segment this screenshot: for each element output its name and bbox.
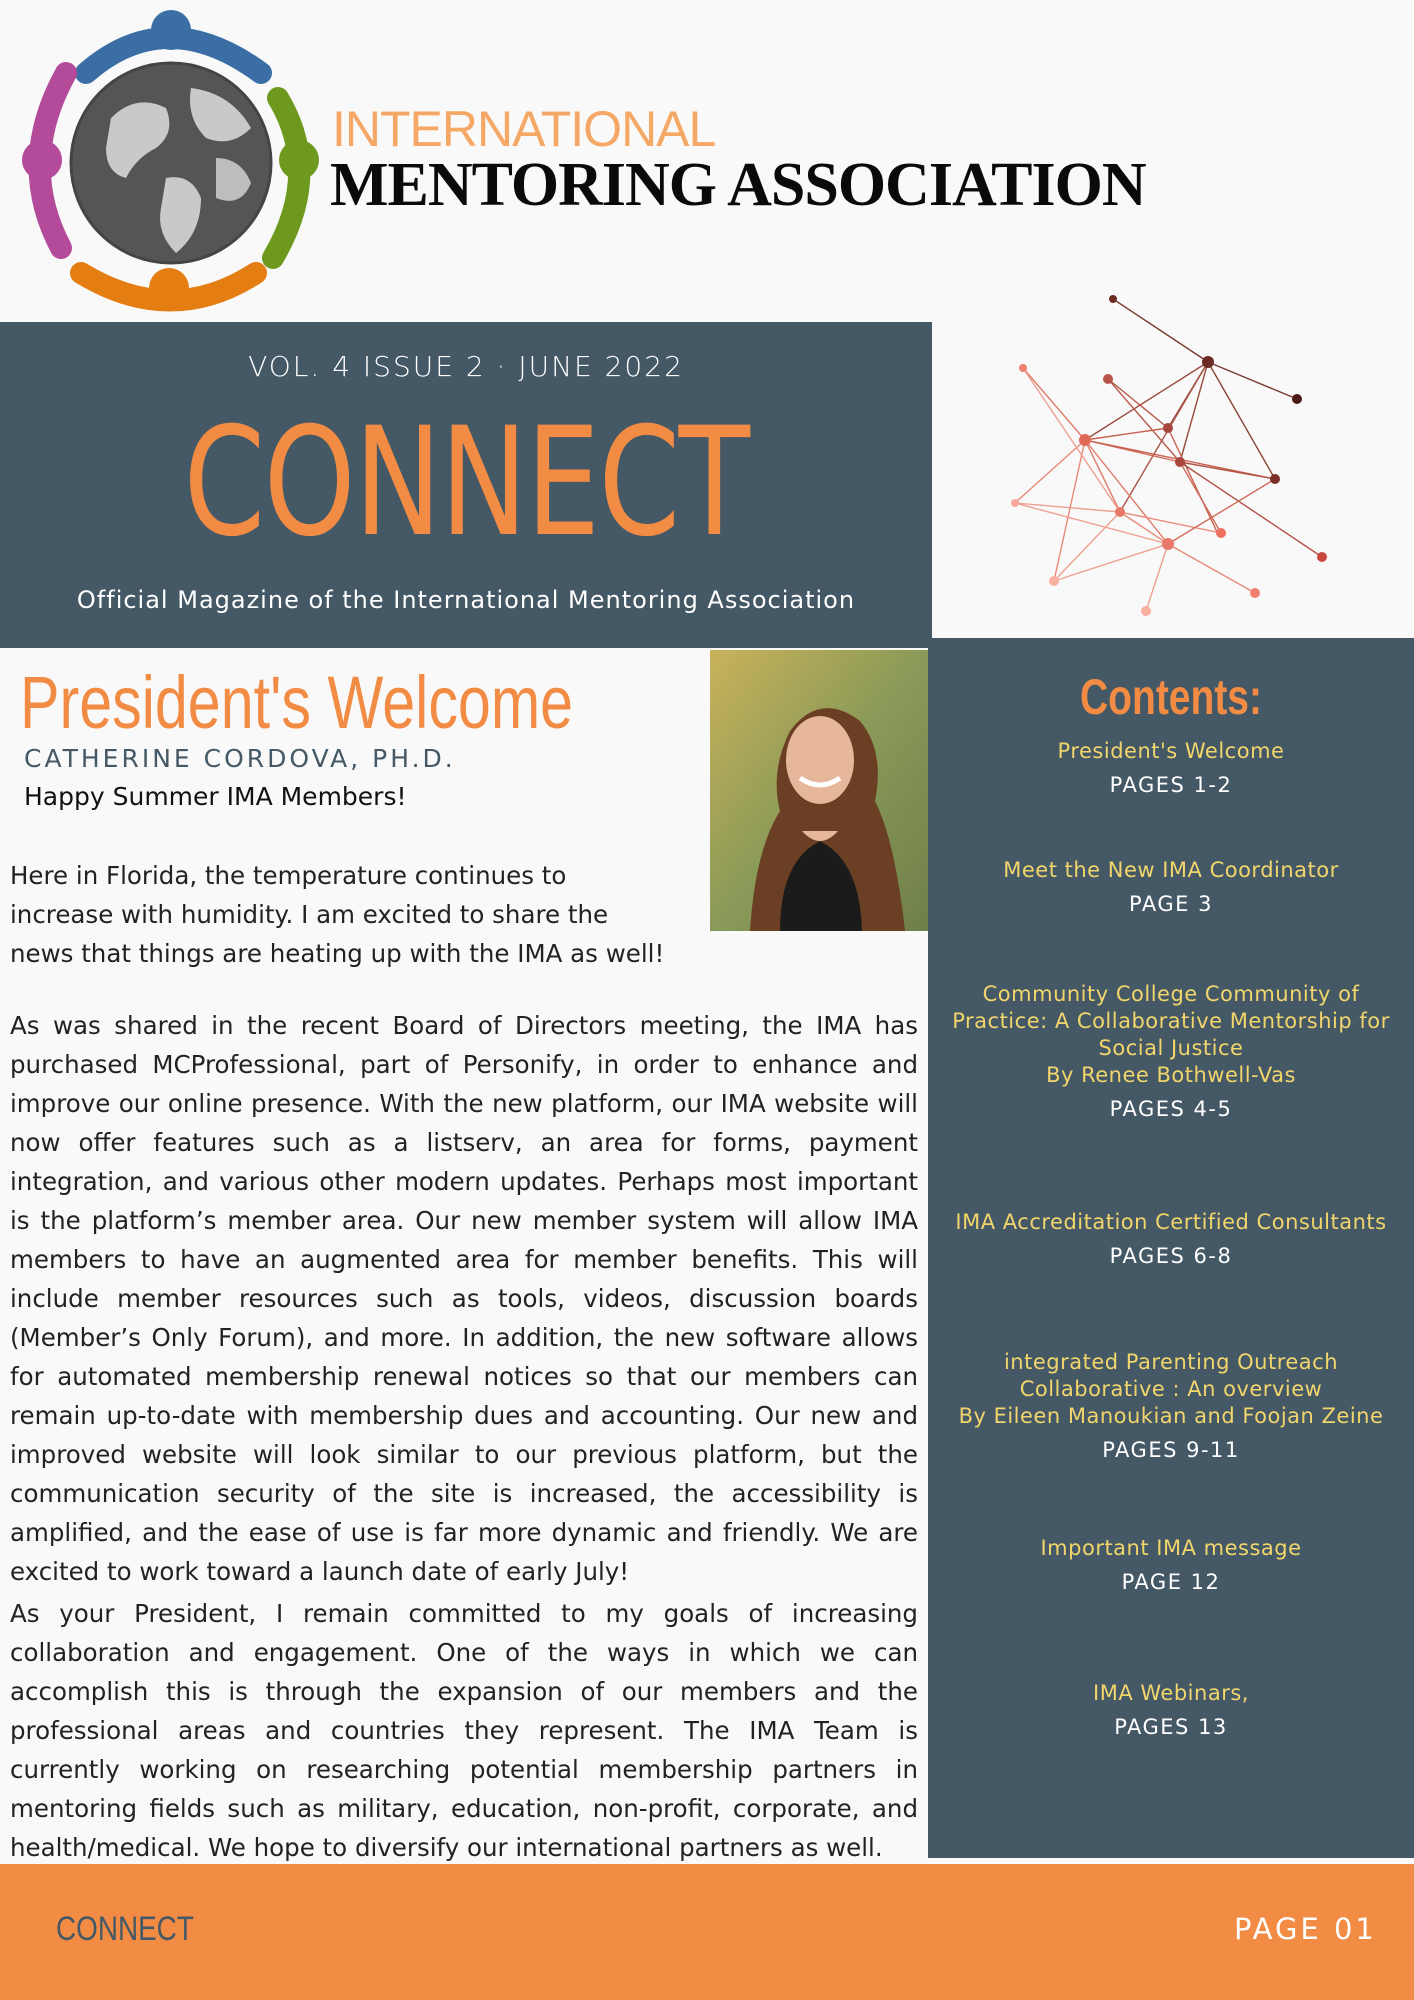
- toc-title: President's Welcome: [1057, 739, 1285, 763]
- toc-entry[interactable]: [948, 857, 1394, 916]
- toc-entry[interactable]: [948, 1209, 1394, 1268]
- toc-pages: PAGES 9-11: [1102, 1438, 1240, 1462]
- toc-title: Community College Community of Practice: A Collaborative Mentorship for Social Justice By Renee Bothwell-Vas: [952, 982, 1390, 1087]
- toc-entry[interactable]: [948, 1535, 1394, 1594]
- toc-title: IMA Webinars,: [1093, 1681, 1249, 1705]
- toc-pages: PAGES 1-2: [1109, 773, 1233, 797]
- toc-title: Important IMA message: [1040, 1536, 1302, 1560]
- article-greeting: Happy Summer IMA Members!: [24, 782, 407, 811]
- toc-entry[interactable]: [948, 1349, 1394, 1462]
- contents-heading: Contents:: [1080, 669, 1262, 725]
- footer-page-number: PAGE 01: [1234, 1912, 1377, 1946]
- globe-with-people-logo-icon: [16, 8, 326, 314]
- magazine-subtitle: Official Magazine of the International Mentoring Association: [76, 586, 856, 614]
- article-author: CATHERINE CORDOVA, PH.D.: [24, 744, 456, 773]
- article-paragraph: As your President, I remain committed to my goals of increasing collaboration and engagement. One of the ways in which we can accomplish this is through the expansion of our members and the professional areas and countries they represent. The IMA Team is currently working on researching potential membership partners in mentoring fields such as military, education, non-profit, corporate, and health/medical. We hope to diversify our international partners as well.: [10, 1599, 918, 1862]
- logo: [16, 8, 326, 314]
- toc-title: IMA Accreditation Certified Consultants: [955, 1210, 1387, 1234]
- toc-entry[interactable]: [948, 1680, 1394, 1739]
- toc-title: Meet the New IMA Coordinator: [1003, 858, 1339, 882]
- issue-line: VOL. 4 ISSUE 2 · JUNE 2022: [248, 350, 684, 383]
- toc-pages: PAGE 3: [1129, 892, 1213, 916]
- toc-pages: PAGES 13: [1114, 1715, 1228, 1739]
- toc-title: integrated Parenting Outreach Collaborative : An overview By Eileen Manoukian and Foojan Zeine: [958, 1350, 1384, 1428]
- toc-entry[interactable]: [948, 981, 1394, 1121]
- network-graph-icon: [990, 286, 1350, 626]
- toc-pages: PAGES 6-8: [1109, 1244, 1233, 1268]
- footer-magazine-name: CONNECT: [56, 1910, 194, 1948]
- toc-pages: PAGE 12: [1121, 1570, 1221, 1594]
- article-paragraph: As was shared in the recent Board of Directors meeting, the IMA has purchased MCProfessional, part of Personify, in order to enhance and improve our online presence. With the new platform, our IMA website will now offer features such as a listserv, an area for forms, payment integration, and various other modern updates. Perhaps most important is the platform’s member area. Our new member system will allow IMA members to have an augmented area for member benefits. This will include member resources such as tools, videos, discussion boards (Member’s Only Forum), and more. In addition, the new software allows for automated membership renewal notices so that our members can remain up-to-date with membership dues and accounting. Our new and improved website will look similar to our previous platform, but the communication security of the site is increased, the accessibility is amplified, and the ease of use is far more dynamic and friendly. We are excited to work toward a launch date of early July!: [10, 1011, 918, 1586]
- toc-entry[interactable]: [948, 738, 1394, 797]
- footer-bar: [0, 1864, 1414, 2000]
- article-title: President's Welcome: [20, 661, 574, 744]
- org-name-line2: MENTORING ASSOCIATION: [330, 151, 1146, 219]
- toc-pages: PAGES 4-5: [1109, 1097, 1233, 1121]
- article-paragraph: Here in Florida, the temperature continues to increase with humidity. I am excited to share the news that things are heating up with the IMA as well!: [10, 861, 665, 968]
- magazine-title: CONNECT: [183, 396, 749, 570]
- org-name-line1: INTERNATIONAL: [332, 101, 716, 157]
- author-photo: [710, 650, 928, 931]
